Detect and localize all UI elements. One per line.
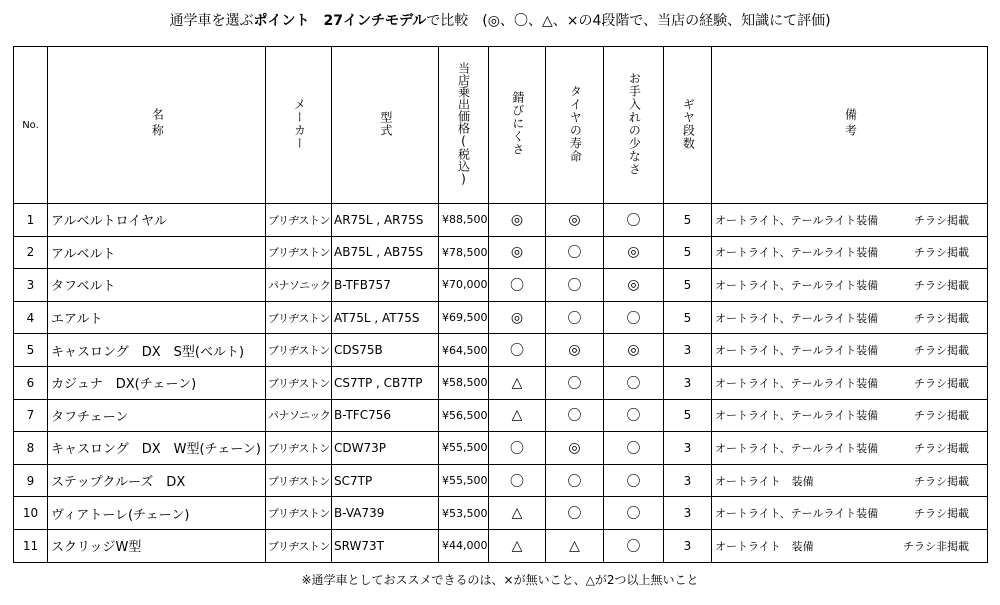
row-tire: ◎ (546, 334, 604, 367)
title-bold: ポイント 27インチモデル (253, 13, 427, 29)
row-maker: パナソニック (266, 269, 332, 302)
row-no: 11 (14, 529, 48, 562)
header-price-label: 当店乗出価格(税込) (456, 61, 471, 186)
row-maintenance: 〇 (604, 432, 664, 465)
table-row (14, 236, 988, 269)
row-model: B-VA739 (332, 497, 439, 530)
row-flyer: チラシ掲載 (914, 246, 969, 260)
row-no: 5 (14, 334, 48, 367)
row-tire: ◎ (546, 204, 604, 237)
row-tire: △ (546, 529, 604, 562)
header-model-label: 型式 (378, 110, 393, 137)
row-no: 9 (14, 464, 48, 497)
row-no: 4 (14, 301, 48, 334)
row-tire: 〇 (546, 366, 604, 399)
header-notes (712, 47, 988, 204)
header-price (439, 47, 489, 204)
row-tire: 〇 (546, 301, 604, 334)
row-notes-text: オートライト、テールライト装備 (715, 441, 879, 455)
row-maker: ブリヂストン (266, 497, 332, 530)
header-maintenance (604, 47, 664, 204)
row-model: CDS75B (332, 334, 439, 367)
row-gears: 5 (664, 204, 712, 237)
row-maintenance: 〇 (604, 529, 664, 562)
row-rust: 〇 (489, 334, 546, 367)
row-gears: 5 (664, 301, 712, 334)
row-model: SC7TP (332, 464, 439, 497)
row-maintenance: ◎ (604, 269, 664, 302)
header-model (332, 47, 439, 204)
row-maker: ブリヂストン (266, 366, 332, 399)
row-flyer: チラシ掲載 (914, 376, 969, 390)
row-no: 7 (14, 399, 48, 432)
row-price: ¥55,500 (439, 464, 489, 497)
row-maker: ブリヂストン (266, 464, 332, 497)
header-tire (546, 47, 604, 204)
row-name: スクリッジW型 (48, 529, 266, 562)
row-gears: 5 (664, 269, 712, 302)
row-flyer: チラシ非掲載 (903, 539, 969, 553)
header-row (14, 47, 988, 204)
row-notes (712, 269, 988, 302)
row-maintenance: 〇 (604, 301, 664, 334)
row-price: ¥53,500 (439, 497, 489, 530)
row-no: 2 (14, 236, 48, 269)
row-no: 8 (14, 432, 48, 465)
row-notes-text: オートライト 装備 (715, 474, 814, 488)
page-title (0, 10, 1000, 32)
header-name-label: 名称 (150, 107, 165, 140)
row-rust: 〇 (489, 269, 546, 302)
row-flyer: チラシ掲載 (914, 409, 969, 423)
row-no: 1 (14, 204, 48, 237)
table-row (14, 432, 988, 465)
header-gears-label: ギヤ段数 (681, 97, 696, 150)
row-rust: △ (489, 497, 546, 530)
header-maker-label: メーカー (292, 97, 307, 150)
row-tire: 〇 (546, 269, 604, 302)
row-maker: ブリヂストン (266, 529, 332, 562)
header-maker (266, 47, 332, 204)
row-maintenance: ◎ (604, 334, 664, 367)
row-maintenance: 〇 (604, 204, 664, 237)
row-flyer: チラシ掲載 (914, 213, 969, 227)
row-notes-text: オートライト、テールライト装備 (715, 278, 879, 292)
header-name (48, 47, 266, 204)
row-model: B-TFC756 (332, 399, 439, 432)
title-suffix: で比較 (◎、〇、△、×の4段階で、当店の経験、知識にて評価) (426, 13, 831, 29)
row-price: ¥55,500 (439, 432, 489, 465)
row-name: タフチェーン (48, 399, 266, 432)
table-row (14, 269, 988, 302)
row-maintenance: ◎ (604, 236, 664, 269)
row-notes (712, 399, 988, 432)
row-notes-text: オートライト 装備 (715, 539, 814, 553)
table-row (14, 366, 988, 399)
row-rust: △ (489, 399, 546, 432)
row-no: 3 (14, 269, 48, 302)
row-maintenance: 〇 (604, 464, 664, 497)
comparison-table (13, 46, 988, 563)
row-price: ¥88,500 (439, 204, 489, 237)
row-tire: 〇 (546, 497, 604, 530)
row-name: キャスロング DX S型(ベルト) (48, 334, 266, 367)
title-prefix: 通学車を選ぶ (169, 13, 254, 29)
header-tire-label: タイヤの寿命 (568, 84, 583, 163)
header-maintenance-label: お手入れの少なさ (627, 71, 642, 176)
row-flyer: チラシ掲載 (914, 507, 969, 521)
row-flyer: チラシ掲載 (914, 278, 969, 292)
row-flyer: チラシ掲載 (914, 474, 969, 488)
row-model: CDW73P (332, 432, 439, 465)
row-price: ¥78,500 (439, 236, 489, 269)
row-notes-text: オートライト、テールライト装備 (715, 246, 879, 260)
row-notes-text: オートライト、テールライト装備 (715, 311, 879, 325)
row-price: ¥56,500 (439, 399, 489, 432)
row-model: B-TFB757 (332, 269, 439, 302)
row-notes (712, 301, 988, 334)
row-rust: 〇 (489, 432, 546, 465)
row-notes (712, 497, 988, 530)
footnote: ※通学車としておススメできるのは、×が無いこと、△が2つ以上無いこと (301, 573, 699, 587)
header-rust-label: 錆びにくさ (510, 91, 525, 156)
row-notes-text: オートライト、テールライト装備 (715, 376, 879, 390)
row-gears: 3 (664, 334, 712, 367)
table-row (14, 464, 988, 497)
row-model: AB75L , AB75S (332, 236, 439, 269)
row-gears: 3 (664, 529, 712, 562)
row-maintenance: 〇 (604, 399, 664, 432)
row-gears: 5 (664, 399, 712, 432)
table-row (14, 204, 988, 237)
row-tire: 〇 (546, 236, 604, 269)
header-notes-label: 備考 (843, 107, 858, 140)
row-notes-text: オートライト、テールライト装備 (715, 213, 879, 227)
row-rust: 〇 (489, 464, 546, 497)
row-maker: パナソニック (266, 399, 332, 432)
row-flyer: チラシ掲載 (914, 344, 969, 358)
row-notes-text: オートライト、テールライト装備 (715, 409, 879, 423)
row-flyer: チラシ掲載 (914, 311, 969, 325)
row-tire: 〇 (546, 464, 604, 497)
row-maker: ブリヂストン (266, 301, 332, 334)
row-notes-text: オートライト、テールライト装備 (715, 344, 879, 358)
row-price: ¥44,000 (439, 529, 489, 562)
row-maker: ブリヂストン (266, 204, 332, 237)
row-gears: 3 (664, 366, 712, 399)
row-maintenance: 〇 (604, 366, 664, 399)
row-name: カジュナ DX(チェーン) (48, 366, 266, 399)
row-notes (712, 366, 988, 399)
row-model: AT75L , AT75S (332, 301, 439, 334)
row-maintenance: 〇 (604, 497, 664, 530)
row-notes (712, 529, 988, 562)
row-price: ¥70,000 (439, 269, 489, 302)
row-notes (712, 464, 988, 497)
row-model: CS7TP , CB7TP (332, 366, 439, 399)
row-rust: △ (489, 366, 546, 399)
row-no: 10 (14, 497, 48, 530)
row-name: エアルト (48, 301, 266, 334)
row-maker: ブリヂストン (266, 432, 332, 465)
row-gears: 3 (664, 464, 712, 497)
row-price: ¥69,500 (439, 301, 489, 334)
row-name: アルベルトロイヤル (48, 204, 266, 237)
row-flyer: チラシ掲載 (914, 441, 969, 455)
row-rust: △ (489, 529, 546, 562)
row-no: 6 (14, 366, 48, 399)
header-gears (664, 47, 712, 204)
row-name: キャスロング DX W型(チェーン) (48, 432, 266, 465)
table-row (14, 529, 988, 562)
row-model: SRW73T (332, 529, 439, 562)
row-maker: ブリヂストン (266, 334, 332, 367)
table-row (14, 334, 988, 367)
row-name: ステップクルーズ DX (48, 464, 266, 497)
row-notes (712, 204, 988, 237)
row-maker: ブリヂストン (266, 236, 332, 269)
row-price: ¥64,500 (439, 334, 489, 367)
table-row (14, 301, 988, 334)
row-tire: 〇 (546, 399, 604, 432)
row-name: タフベルト (48, 269, 266, 302)
row-notes (712, 236, 988, 269)
row-notes (712, 334, 988, 367)
row-price: ¥58,500 (439, 366, 489, 399)
row-rust: ◎ (489, 301, 546, 334)
header-no: No. (14, 47, 48, 204)
row-notes-text: オートライト、テールライト装備 (715, 507, 879, 521)
row-rust: ◎ (489, 236, 546, 269)
row-gears: 5 (664, 236, 712, 269)
row-gears: 3 (664, 432, 712, 465)
row-model: AR75L , AR75S (332, 204, 439, 237)
header-rust (489, 47, 546, 204)
table-row (14, 497, 988, 530)
table-row (14, 399, 988, 432)
row-gears: 3 (664, 497, 712, 530)
row-name: アルベルト (48, 236, 266, 269)
row-notes (712, 432, 988, 465)
row-rust: ◎ (489, 204, 546, 237)
row-name: ヴィアトーレ(チェーン) (48, 497, 266, 530)
row-tire: ◎ (546, 432, 604, 465)
